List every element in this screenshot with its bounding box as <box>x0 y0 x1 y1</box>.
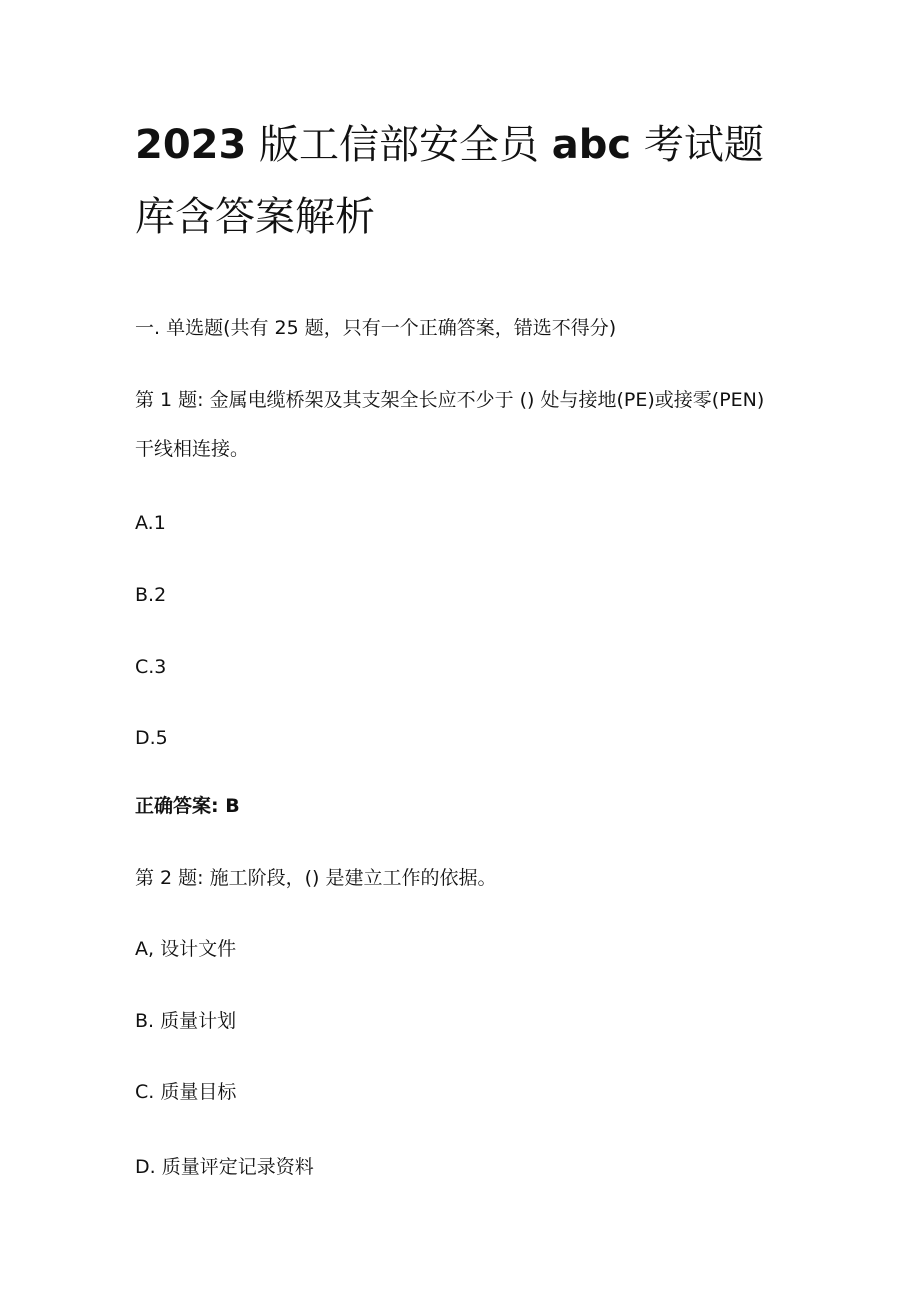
question-1-option-c: C.3 <box>135 656 167 678</box>
title-abc: abc <box>551 122 632 168</box>
question-2-option-b: B. 质量计划 <box>135 1010 237 1032</box>
question-2-option-c: C. 质量目标 <box>135 1081 237 1103</box>
document-title-line-2: 库含答案解析 <box>135 194 375 240</box>
section-header: 一. 单选题(共有 25 题，只有一个正确答案，错选不得分) <box>135 317 617 339</box>
question-1-option-a: A.1 <box>135 512 166 534</box>
question-2-option-d: D. 质量评定记录资料 <box>135 1156 314 1178</box>
question-2-stem: 第 2 题: 施工阶段，() 是建立工作的依据。 <box>135 867 497 889</box>
question-1-stem-line-1: 第 1 题: 金属电缆桥架及其支架全长应不少于 () 处与接地(PE)或接零(PEN) <box>135 389 765 411</box>
question-1-stem-line-2: 干线相连接。 <box>135 438 250 460</box>
question-2-option-a: A, 设计文件 <box>135 938 237 960</box>
question-1-option-d: D.5 <box>135 727 168 749</box>
question-1-option-b: B.2 <box>135 584 167 606</box>
title-text-2: 考试题 <box>643 122 764 168</box>
question-1-answer: 正确答案: B <box>135 795 240 817</box>
title-text-1: 版工信部安全员 <box>259 122 540 168</box>
title-year: 2023 <box>135 122 247 168</box>
document-title-line-1 <box>135 121 764 169</box>
